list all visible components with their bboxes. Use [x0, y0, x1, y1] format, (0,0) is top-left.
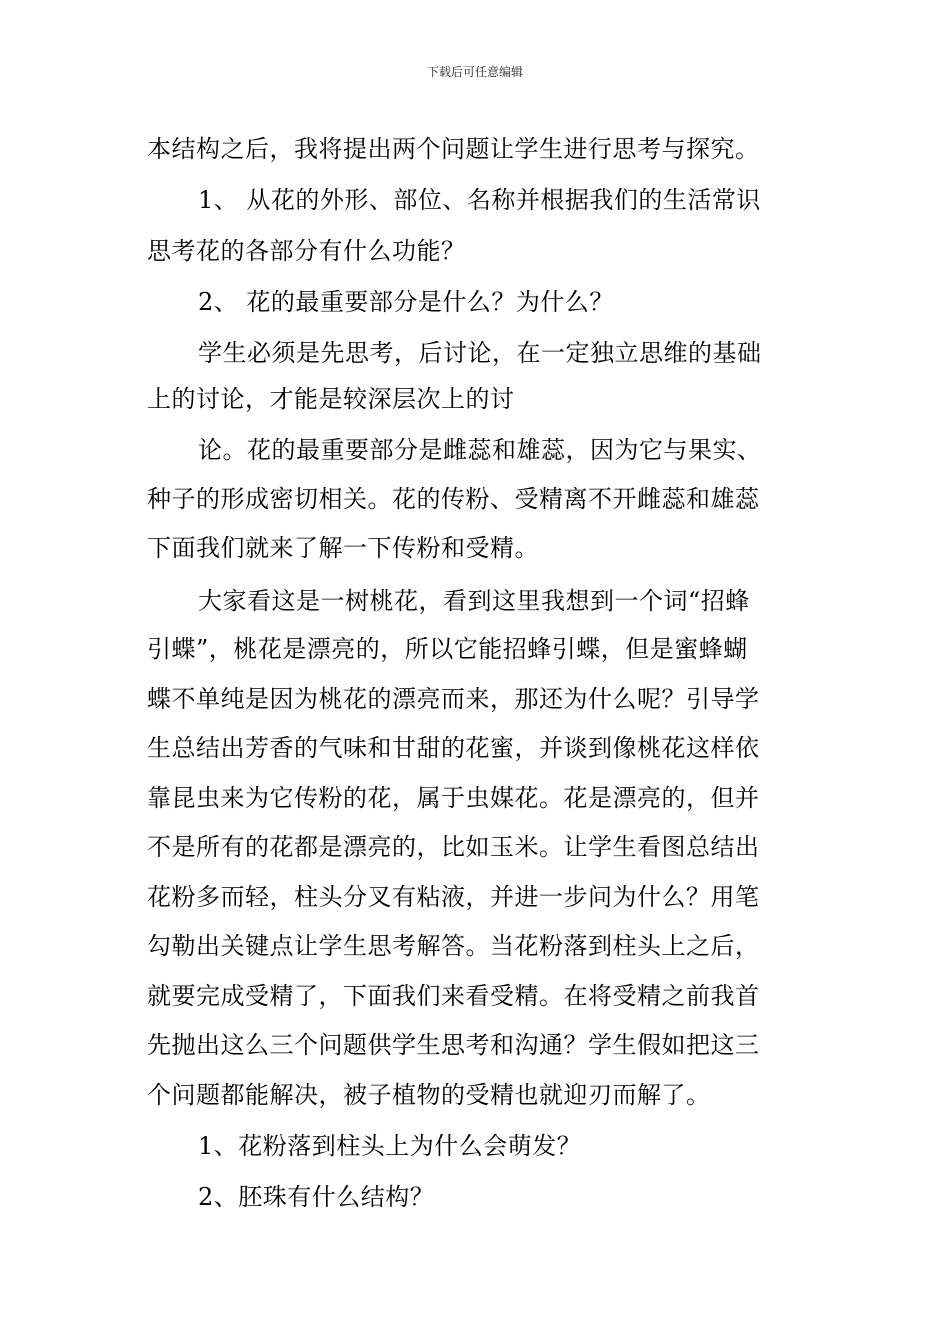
text-line: 学生必须是先思考，后讨论，在一定独立思维的基础	[198, 339, 762, 367]
text-line: 下面我们就来了解一下传粉和受精。	[147, 534, 539, 562]
text-line: 本结构之后，我将提出两个问题让学生进行思考与探究。	[147, 135, 760, 163]
text-line: 个问题都能解决，被子植物的受精也就迎刃而解了。	[147, 1081, 711, 1109]
text-line: 勾勒出关键点让学生思考解答。当花粉落到柱头上之后，	[147, 932, 760, 960]
text-line: 1、花粉落到柱头上为什么会萌发？	[198, 1132, 582, 1160]
text-line: 靠昆虫来为它传粉的花，属于虫媒花。花是漂亮的，但并	[147, 784, 760, 812]
text-line: 种子的形成密切相关。花的传粉、受精离不开雌蕊和雄蕊	[147, 485, 760, 513]
text-line: 生总结出芳香的气味和甘甜的花蜜，并谈到像桃花这样依	[147, 734, 760, 762]
text-line: 蝶不单纯是因为桃花的漂亮而来，那还为什么呢？引导学	[147, 685, 760, 713]
text-line: 花粉多而轻，柱头分叉有粘液，并进一步问为什么？用笔	[147, 883, 760, 911]
text-line: 先抛出这么三个问题供学生思考和沟通？学生假如把这三	[147, 1031, 760, 1059]
text-line: 大家看这是一树桃花，看到这里我想到一个词“招蜂	[198, 587, 750, 615]
text-line: 不是所有的花都是漂亮的，比如玉米。让学生看图总结出	[147, 833, 760, 861]
text-line: 2、胚珠有什么结构？	[198, 1183, 435, 1211]
text-line: 就要完成受精了，下面我们来看受精。在将受精之前我首	[147, 982, 760, 1010]
page-header: 下载后可任意编辑	[426, 65, 523, 79]
text-line: 上的讨论，才能是较深层次上的讨	[147, 385, 515, 413]
text-line: 引蝶”，桃花是漂亮的，所以它能招蜂引蝶，但是蜜蜂蝴	[147, 635, 748, 663]
text-line: 论。花的最重要部分是雌蕊和雄蕊，因为它与果实、	[198, 436, 762, 464]
text-line: 2、 花的最重要部分是什么？为什么？	[198, 288, 614, 316]
text-line: 思考花的各部分有什么功能？	[147, 237, 466, 265]
text-line: 1、 从花的外形、部位、名称并根据我们的生活常识	[198, 186, 761, 214]
